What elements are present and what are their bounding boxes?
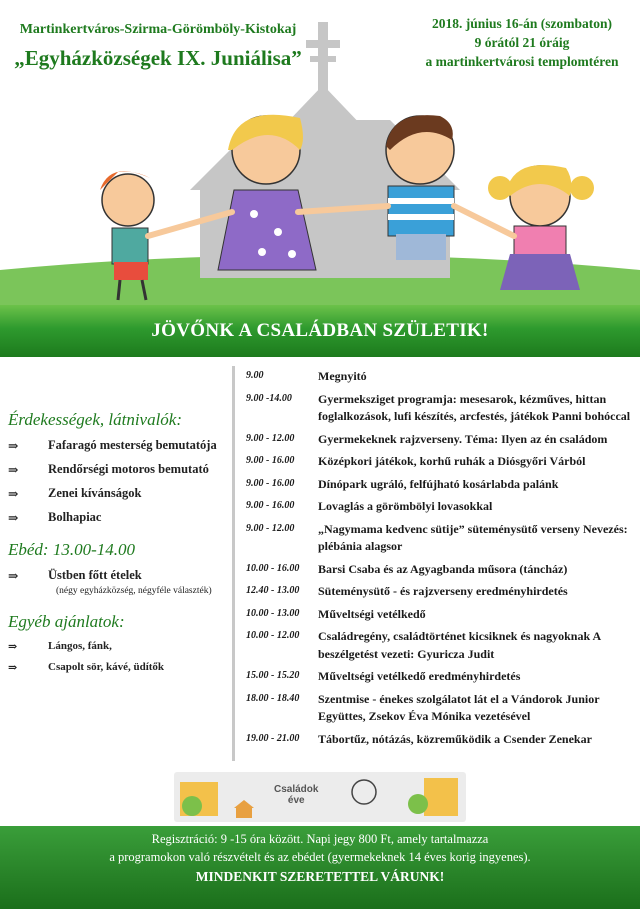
arrow-icon: ⇒ [8, 463, 19, 477]
schedule-row [246, 561, 636, 579]
list-item: ⇒ Üstben főtt ételek [8, 568, 142, 583]
slogan-banner [0, 305, 640, 357]
arrow-icon: ⇒ [8, 439, 19, 453]
schedule-desc: Süteménysütő - és rajzverseny eredményhirdetés [318, 584, 568, 598]
schedule-time: 9.00 [246, 370, 264, 381]
schedule-row [246, 583, 636, 601]
families-year-logo [174, 772, 466, 822]
schedule-row [246, 476, 636, 494]
header-left [8, 22, 308, 71]
schedule-row [246, 691, 636, 726]
arrow-icon: ⇒ [8, 641, 18, 653]
schedule [246, 368, 636, 753]
schedule-desc: Középkori játékok, korhű ruhák a Diósgyőri Várból [318, 454, 586, 468]
column-divider [232, 366, 235, 761]
schedule-desc: Tábortűz, nótázás, közreműködik a Csender Zenekar [318, 731, 592, 746]
schedule-time: 9.00 - 16.00 [246, 500, 295, 511]
schedule-desc: Műveltségi vetélkedő [318, 606, 426, 621]
schedule-desc: Szentmise - énekes szolgálatot lát el a Vándorok Junior Együttes, Zsekov Éva Mónika vezetésével [318, 691, 600, 723]
event-hours: 9 órától 21 óráig [474, 35, 570, 50]
schedule-time: 10.00 - 12.00 [246, 630, 300, 641]
list-item: ⇒ Bolhapiac [8, 510, 102, 525]
event-title: „Egyházközségek IX. Juniálisa” [14, 46, 302, 70]
schedule-desc: Műveltségi vetélkedő eredményhirdetés [318, 669, 521, 683]
schedule-desc: Barsi Csaba és az Agyagbanda műsora (táncház) [318, 561, 568, 576]
footer-welcome: MINDENKIT SZERETETTEL VÁRUNK! [195, 869, 445, 884]
list-item: ⇒ Fafaragó mesterség bemutatója [8, 438, 217, 453]
schedule-desc: Gyermeksziget programja: mesesarok, kézműves, hittan foglalkozások, lufi készítés, arcfestés, játékok Panni bohóccal [318, 391, 631, 423]
schedule-row [246, 731, 636, 749]
schedule-row [246, 391, 636, 426]
arrow-icon: ⇒ [8, 569, 19, 583]
schedule-row [246, 606, 636, 624]
arrow-icon: ⇒ [8, 662, 18, 674]
list-item: ⇒ Zenei kívánságok [8, 486, 142, 501]
footer [0, 826, 640, 909]
arrow-icon: ⇒ [8, 487, 19, 501]
attractions-title: Érdekességek, látnivalók: [8, 410, 183, 429]
child-figure [386, 115, 454, 260]
schedule-row [246, 668, 636, 686]
schedule-row [246, 453, 636, 471]
organizer-name: Martinkertváros-Szirma-Görömböly-Kistokaj [19, 22, 297, 37]
list-item: ⇒ Csapolt sör, kávé, üdítők [8, 661, 165, 674]
schedule-time: 9.00 - 12.00 [246, 432, 295, 444]
schedule-desc: „Nagymama kedvenc sütije” süteménysütő verseny Nevezés: plébánia alagsor [318, 521, 628, 553]
event-date: 2018. június 16-án (szombaton) [431, 16, 613, 31]
header-right [412, 14, 632, 71]
schedule-desc: Dínópark ugráló, felfújható kosárlabda palánk [318, 476, 559, 491]
event-place: a martinkertvárosi templomtéren [425, 54, 619, 69]
schedule-time: 19.00 - 21.00 [246, 732, 300, 744]
left-column [8, 410, 230, 682]
schedule-desc: Lovaglás a görömbölyi lovasokkal [318, 499, 493, 513]
lunch-title: Ebéd: 13.00-14.00 [8, 540, 136, 559]
schedule-time: 9.00 - 12.00 [246, 522, 295, 534]
other-title: Egyéb ajánlatok: [8, 612, 125, 631]
schedule-row [246, 521, 636, 556]
schedule-time: 10.00 - 16.00 [246, 562, 300, 574]
schedule-time: 15.00 - 15.20 [246, 670, 300, 681]
schedule-row [246, 368, 636, 386]
schedule-desc: Gyermekeknek rajzverseny. Téma: Ilyen az én családom [318, 431, 608, 446]
lunch-note: (négy egyházközség, négyféle választék) [56, 586, 212, 596]
list-item: ⇒ Lángos, fánk, [8, 640, 112, 653]
schedule-row [246, 431, 636, 449]
footer-ticket-info: a programokon való részvételt és az ebédet (gyermekeknek 14 éves korig ingyenes). [109, 850, 531, 864]
schedule-time: 18.00 - 18.40 [246, 692, 300, 704]
logo-text: Családok éve [274, 784, 319, 806]
footer-registration: Regisztráció: 9 -15 óra között. Napi jegy 800 Ft, amely tartalmazza [151, 832, 489, 846]
schedule-time: 10.00 - 13.00 [246, 607, 300, 619]
list-item: ⇒ Rendőrségi motoros bemutató [8, 462, 209, 477]
slogan-text: JÖVŐNK A CSALÁDBAN SZÜLETIK! [151, 320, 489, 341]
schedule-desc: Megnyitó [318, 369, 367, 383]
logo-graphic [174, 772, 466, 822]
schedule-row [246, 498, 636, 516]
schedule-time: 9.00 - 16.00 [246, 455, 295, 466]
schedule-time: 9.00 - 16.00 [246, 477, 295, 489]
schedule-time: 9.00 -14.00 [246, 392, 292, 404]
arrow-icon: ⇒ [8, 511, 19, 525]
schedule-desc: Családregény, családtörténet kicsiknek és nagyoknak A beszélgetést vezeti: Gyuricza Judit [318, 629, 601, 661]
schedule-row [246, 628, 636, 663]
schedule-time: 12.40 - 13.00 [246, 585, 300, 596]
